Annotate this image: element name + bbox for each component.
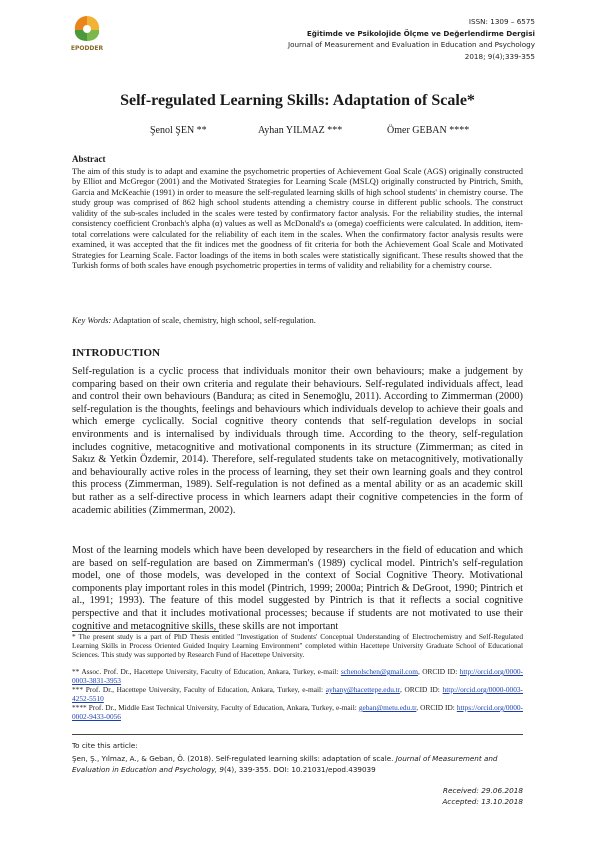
footnote-4 xyxy=(72,704,523,722)
citation-divider xyxy=(72,734,523,735)
footnote-2 xyxy=(72,668,523,686)
orcid-label: , ORCID ID: xyxy=(416,703,457,712)
orcid-link-yilmaz[interactable]: http://orcid.org/0000-0003-4252-5510 xyxy=(72,685,523,703)
orcid-link-sen[interactable]: http://orcid.org/0000-0003-3831-3953 xyxy=(72,667,523,685)
journal-title-en: Journal of Measurement and Evaluation in Education and Psychology xyxy=(287,40,535,49)
journal-volume: 2018; 9(4);339-355 xyxy=(464,51,535,61)
footnote-3-text: *** Prof. Dr., Hacettepe University, Faculty of Education, Ankara, Turkey, e-mail: xyxy=(72,685,326,694)
author-1: Şenol ŞEN ** xyxy=(150,125,207,136)
citation-heading: To cite this article: xyxy=(72,741,138,750)
paper-title: Self-regulated Learning Skills: Adaptation of Scale* xyxy=(120,92,475,109)
footnote-1: * The present study is a part of PhD Thesis entitled "Investigation of Students' Conceptual Understanding of Electrochemistry and Self-Regulated Learning Skills in Process Oriented Guided Inquiry Learning Environment" completed within Hacettepe University Graduate School of Educational Sciences. This study was supported by Research Fund of Hacettepe University. xyxy=(72,632,523,659)
email-link-geban[interactable]: geban@metu.edu.tr xyxy=(358,703,417,712)
footnote-3 xyxy=(72,686,523,704)
citation-text xyxy=(72,754,523,775)
citation-authors: Şen, Ş., Yılmaz, A., & Geban, Ö. (2018). Self-regulated learning skills: adaptation of scale. xyxy=(72,754,396,763)
logo-text: EPODDER xyxy=(70,45,104,52)
introduction-heading: INTRODUCTION xyxy=(72,347,161,359)
intro-paragraph-2: Most of the learning models which have been developed by researchers in the field of education and which are based on self-regulation are based on Zimmerman's (1989) cyclical model. Pintrich's self-regulation model, one of those models, was developed in the context of Social Cognitive Theory. Motivational components play important roles in this model (Pintrich, 1999; 2000a; Pintrich & DeGroot, 1990; Pintrich et al., 1991; 1993). The feature of this model suggested by Pintrich is that it reflects a social cognitive perspective and that it includes motivational processes; because if students are not motivated to use their cognitive and metacognitive skills, these skills are not important xyxy=(72,545,523,632)
abstract-text: The aim of this study is to adapt and examine the psychometric properties of Achievement Goal Scale (AGS) originally constructed by Elliot and McGregor (2001) and the Motivated Strategies for Learning Scale (MSLQ) originally constructed by Pintrich, Smith, Garcia and McKeachie (1991) in order to measure the self-regulated learning skills of high school students' in chemistry course. The study group was comprised of 862 high school students attending a chemistry course in different public schools. The construct validity of the sub-scales included in the scales were tested by confirmatory factor analysis. For the reliability studies, the internal consistency coefficient Cronbach's alpha (α) values as well as McDonald's ω (omega) coefficients were calculated. In addition, item-total correlations were calculated for the reliability of each item in the scales. When the confirmatory factor analysis results were examined, it was accepted that the fit indices met the goodness of fit criteria for both the Achievement Goal Scale and Motivated Strategies for Learning Scale. Factor loadings of the items in both scales were statistically significant. These results showed that the Turkish forms of both scales have enough psychometric properties in terms of validity and reliability for a chemistry course. xyxy=(72,166,523,271)
keywords-label: Key Words: xyxy=(72,315,112,325)
footnote-2-text: ** Assoc. Prof. Dr., Hacettepe University, Faculty of Education, Ankara, Turkey, e-mail: xyxy=(72,667,341,676)
email-link-yilmaz[interactable]: ayhany@hacettepe.edu.tr xyxy=(325,685,400,694)
journal-title-tr: Eğitimde ve Psikolojide Ölçme ve Değerlendirme Dergisi xyxy=(306,28,535,38)
orcid-label: , ORCID ID: xyxy=(399,685,443,694)
author-2: Ayhan YILMAZ *** xyxy=(258,125,343,136)
received-date: Received: 29.06.2018 xyxy=(442,786,523,795)
citation-doi: (4), 339-355. DOI: 10.21031/epod.439039 xyxy=(223,764,376,774)
keywords xyxy=(72,315,316,325)
accepted-date: Accepted: 13.10.2018 xyxy=(442,796,523,806)
email-link-sen[interactable]: schenolschen@gmail.com xyxy=(340,667,418,676)
author-3: Ömer GEBAN **** xyxy=(387,125,470,136)
keywords-text: Adaptation of scale, chemistry, high school, self-regulation. xyxy=(111,315,316,325)
journal-logo xyxy=(66,13,108,53)
orcid-label: , ORCID ID: xyxy=(417,667,460,676)
issn: ISSN: 1309 – 6575 xyxy=(468,17,535,26)
orcid-link-geban[interactable]: https://orcid.org/0000-0002-9433-0056 xyxy=(72,703,524,721)
article-dates xyxy=(442,786,523,807)
footnote-4-text: **** Prof. Dr., Middle East Technical University, Faculty of Education, Ankara, Turkey, e-mail: xyxy=(72,703,359,712)
abstract-heading: Abstract xyxy=(72,154,106,164)
journal-header xyxy=(288,16,535,62)
intro-paragraph-1: Self-regulation is a cyclic process that individuals monitor their own behaviours; make a judgement by comparing based on their own criteria and regulate their behaviours. Self-regulated individuals affect, lead and control their own behaviours (Bandura; as cited in Senemoğlu, 2011). According to Zimmerman (2000) self-regulation is the thoughts, feelings and behaviours which individuals develop to achieve their goals and which emerge cyclically. Social cognitive theory contends that self-regulation develops in social environments and is internalised by individuals through time. According to the theory, self-regulation includes cognitive, metacognitive and motivational components in its structure (Zimmerman; as cited in Sakız & Yetkin Özdemir, 2014). Therefore, self-regulated students take on metacognitively, motivationally and behaviourally active roles in the process of learning, they set their own learning goals and they control this process (Zimmerman, 1989). Self-regulation is not defined as a mental ability or as an academic skill but rather as a self-directive process in which learners adapt their cognitive competencies in the form of academic abilities (Zimmerman, 2002). xyxy=(72,366,523,516)
citation-journal: Journal of Measurement and Evaluation in Education and Psychology, 9 xyxy=(72,754,498,774)
